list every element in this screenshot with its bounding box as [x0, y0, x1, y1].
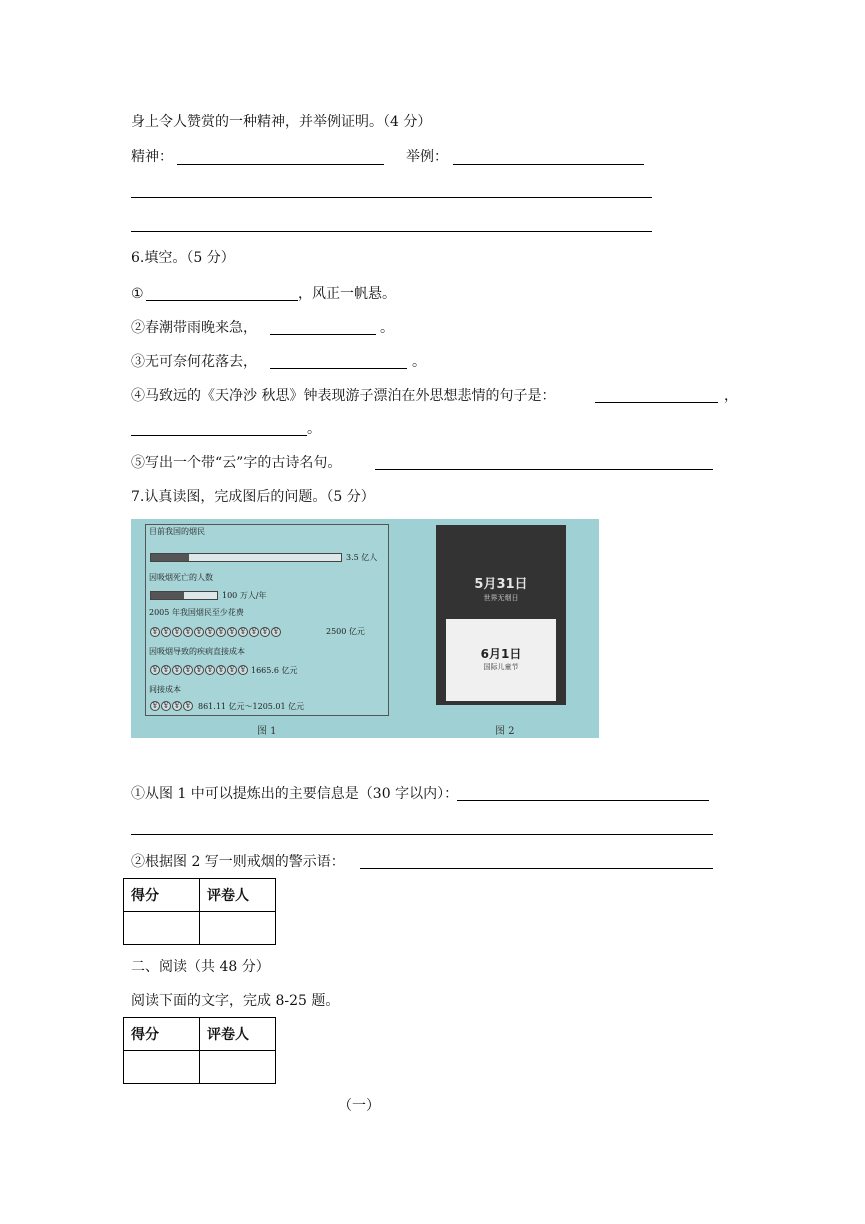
- childrens-day-label: 国际儿童节: [483, 663, 519, 671]
- q6-item2-blank[interactable]: [270, 334, 376, 335]
- deaths-bar: [150, 591, 218, 600]
- q6-item2-suffix: 。: [380, 320, 394, 336]
- coin-icon: ¥: [227, 665, 237, 675]
- smokers-bar: [150, 553, 342, 562]
- score-table: [123, 878, 276, 945]
- fig1-row2-value: 100 万人/年: [222, 591, 267, 600]
- answer-line[interactable]: [131, 231, 652, 232]
- fig1-row3-value: 2500 亿元: [326, 627, 365, 636]
- spirit-answer-blank[interactable]: [177, 164, 384, 165]
- coin-icon: ¥: [216, 627, 226, 637]
- q7-sub2: ②根据图 2 写一则戒烟的警示语：: [131, 854, 345, 870]
- section2-instruction: 阅读下面的文字，完成 8-25 题。: [131, 993, 340, 1009]
- direct-cost-coins: [150, 665, 248, 675]
- q6-item2-prefix: ②春潮带雨晚来急，: [131, 320, 257, 336]
- coin-icon: ¥: [161, 665, 171, 675]
- q6-item3-suffix: 。: [412, 354, 426, 370]
- grader-header: 评卷人: [200, 879, 276, 912]
- coin-icon: ¥: [238, 665, 248, 675]
- score-header: 得分: [124, 1018, 200, 1051]
- q6-item5-prefix: ⑤写出一个带“云”字的古诗名句。: [131, 455, 342, 471]
- coin-icon: ¥: [194, 627, 204, 637]
- fig1-row1-value: 3.5 亿人: [346, 553, 378, 562]
- q7-sub1-blank[interactable]: [457, 800, 709, 801]
- coin-icon: ¥: [183, 665, 193, 675]
- coin-icon: ¥: [249, 627, 259, 637]
- coin-icon: ¥: [260, 627, 270, 637]
- childrens-day-date: 6月1日: [480, 647, 522, 661]
- q6-item1-prefix: ①: [131, 286, 144, 302]
- fig1-row3-label: 2005 年我国烟民至少花费: [149, 608, 244, 617]
- coin-icon: ¥: [271, 627, 281, 637]
- q6-item1-suffix: ，风正一帆悬。: [298, 286, 396, 302]
- coin-icon: ¥: [183, 701, 193, 711]
- coin-icon: ¥: [172, 701, 182, 711]
- coin-icon: ¥: [150, 665, 160, 675]
- fig1-row5-label: 间接成本: [149, 685, 181, 694]
- example-label: 举例：: [406, 149, 448, 165]
- no-tobacco-day-label: 世界无烟日: [483, 594, 519, 602]
- childrens-day-card: [446, 619, 556, 701]
- answer-line[interactable]: [131, 197, 652, 198]
- indirect-cost-coins: [150, 701, 193, 711]
- coin-icon: ¥: [150, 701, 160, 711]
- q6-item1-blank[interactable]: [146, 300, 298, 301]
- section2-title: 二、阅读（共 48 分）: [131, 959, 270, 975]
- deaths-bar-fill: [151, 592, 184, 599]
- coin-icon: ¥: [172, 627, 182, 637]
- grader-cell[interactable]: [200, 1051, 276, 1084]
- q6-item5-blank[interactable]: [375, 469, 713, 470]
- figure2-panel: [436, 525, 566, 705]
- fig1-row1-label: 目前我国的烟民: [149, 527, 205, 536]
- q6-item4-comma: ，: [724, 388, 738, 404]
- coin-icon: ¥: [150, 627, 160, 637]
- smokers-bar-fill: [151, 554, 189, 561]
- q7-sub1: ①从图 1 中可以提炼出的主要信息是（30 字以内）：: [131, 786, 459, 802]
- q5-prompt: 身上令人赞赏的一种精神，并举例证明。（4 分）: [131, 114, 432, 130]
- q6-item3-blank[interactable]: [270, 368, 407, 369]
- q7-title: 7.认真读图，完成图后的问题。（5 分）: [131, 489, 375, 505]
- q6-item4-prefix: ④马致远的《天净沙 秋思》钟表现游子漂泊在外思想悲情的句子是：: [131, 388, 556, 404]
- fig1-row4-value: 1665.6 亿元: [251, 666, 298, 675]
- figure1-panel: [145, 524, 389, 716]
- q6-item4-blank-b[interactable]: [131, 435, 307, 436]
- coin-icon: ¥: [205, 665, 215, 675]
- example-answer-blank[interactable]: [453, 164, 644, 165]
- coin-icon: ¥: [161, 627, 171, 637]
- score-cell[interactable]: [124, 912, 200, 945]
- coin-icon: ¥: [227, 627, 237, 637]
- score-table: [123, 1017, 276, 1084]
- q7-sub1-line2[interactable]: [131, 834, 713, 835]
- fig1-row4-label: 因吸烟导致的疾病直接成本: [149, 647, 245, 656]
- coin-icon: ¥: [183, 627, 193, 637]
- coin-icon: ¥: [161, 701, 171, 711]
- grader-header: 评卷人: [200, 1018, 276, 1051]
- score-header: 得分: [124, 879, 200, 912]
- q6-item4-blank-a[interactable]: [595, 402, 718, 403]
- no-tobacco-day-date: 5月31日: [474, 577, 528, 592]
- figure1-caption: 图 1: [257, 726, 277, 737]
- grader-cell[interactable]: [200, 912, 276, 945]
- figure2-caption: 图 2: [495, 726, 515, 737]
- coin-icon: ¥: [238, 627, 248, 637]
- fig1-row5-value: 861.11 亿元～1205.01 亿元: [198, 702, 305, 711]
- spirit-label: 精神：: [131, 149, 173, 165]
- spending-coins: [150, 627, 281, 637]
- q6-item3-prefix: ③无可奈何花落去，: [131, 354, 257, 370]
- coin-icon: ¥: [194, 665, 204, 675]
- fig1-row2-label: 因吸烟死亡的人数: [149, 573, 213, 582]
- smoking-infographic: [131, 519, 599, 738]
- part1-label: （一）: [338, 1098, 380, 1114]
- coin-icon: ¥: [216, 665, 226, 675]
- q7-sub2-blank[interactable]: [360, 868, 713, 869]
- q6-title: 6.填空。（5 分）: [131, 250, 235, 266]
- coin-icon: ¥: [205, 627, 215, 637]
- q6-item4-end: 。: [307, 421, 321, 437]
- coin-icon: ¥: [172, 665, 182, 675]
- score-cell[interactable]: [124, 1051, 200, 1084]
